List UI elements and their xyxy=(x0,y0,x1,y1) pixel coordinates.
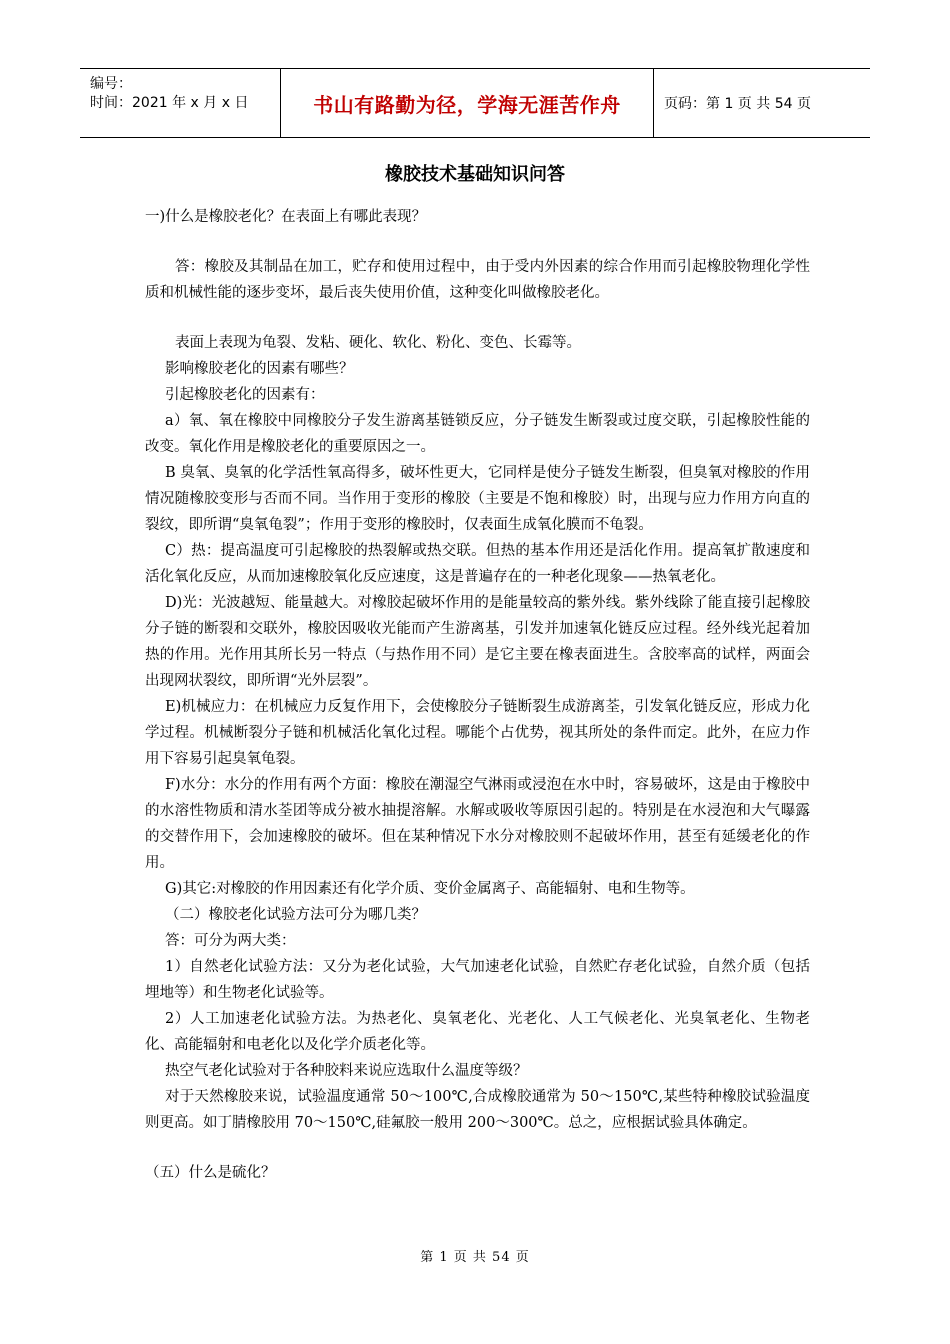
document-body xyxy=(145,204,810,1186)
motto-text: 书山有路勤为径，学海无涯苦作舟 xyxy=(313,92,621,117)
answer-2-e: E)机械应力：在机械应力反复作用下，会使橡胶分子链断裂生成游离荃，引发氧化链反应，形成力化学过程。机械断裂分子链和机械活化氧化过程。哪能个占优势，视其所处的条件而定。此外，在应力作用下容易引起臭氧龟裂。 xyxy=(145,699,810,767)
answer-2-b: B 臭氧、臭氧的化学活性氧高得多，破坏性更大，它同样是使分子链发生断裂，但臭氧对橡胶的作用情况随橡胶变形与否而不同。当作用于变形的橡胶（主要是不饱和橡胶）时，出现与应力作用方向直的裂纹，即所谓“臭氧龟裂”；作用于变形的橡胶时，仅表面生成氧化膜而不龟裂。 xyxy=(145,465,810,533)
question-2: 影响橡胶老化的因素有哪些？ xyxy=(165,361,354,377)
answer-4: 对于天然橡胶来说，试验温度通常 50～100℃,合成橡胶通常为 50～150℃,某些特种橡胶试验温度则更高。如丁腈橡胶用 70～150℃,硅氟胶一般用 200～300℃。总之，应根据试验具体确定。 xyxy=(145,1089,810,1131)
answer-3-item-2: 2）人工加速老化试验方法。为热老化、臭氧老化、光老化、人工气候老化、光臭氧老化、生物老化、高能辐射和电老化以及化学介质老化等。 xyxy=(145,1011,810,1053)
answer-2-a: a）氧、氧在橡胶中同橡胶分子发生游离基链锁反应，分子链发生断裂或过度交联，引起橡胶性能的改变。氧化作用是橡胶老化的重要原因之一。 xyxy=(145,413,810,455)
time-label: 时间：2021 年 x 月 x 日 xyxy=(90,95,249,111)
answer-3-item-1: 1）自然老化试验方法：又分为老化试验，大气加速老化试验，自然贮存老化试验，自然介质（包括埋地等）和生物老化试验等。 xyxy=(145,959,810,1001)
page-info: 页码：第 1 页 共 54 页 xyxy=(664,96,811,112)
answer-1: 答：橡胶及其制品在加工，贮存和使用过程中，由于受内外因素的综合作用而引起橡胶物理化学性质和机械性能的逐步变坏，最后丧失使用价值，这种变化叫做橡胶老化。 xyxy=(145,259,810,301)
document-title: 橡胶技术基础知识问答 xyxy=(385,164,565,185)
answer-2-d: D)光：光波越短、能量越大。对橡胶起破坏作用的是能量较高的紫外线。紫外线除了能直接引起橡胶分子链的断裂和交联外，橡胶因吸收光能而产生游离基，引发并加速氧化链反应过程。经外线光起着加热的作用。光作用其所长另一特点（与热作用不同）是它主要在橡表面进生。含胶率高的试样，两面会出现网状裂纹，即所谓“光外层裂”。 xyxy=(145,595,810,689)
answer-2-c: C）热：提高温度可引起橡胶的热裂解或热交联。但热的基本作用还是活化作用。提高氧扩散速度和活化氧化反应，从而加速橡胶氧化反应速度，这是普遍存在的一种老化现象——热氧老化。 xyxy=(145,543,810,585)
answer-3-intro: 答：可分为两大类： xyxy=(165,933,296,949)
answer-1-surface: 表面上表现为龟裂、发粘、硬化、软化、粉化、变色、长霉等。 xyxy=(175,335,581,351)
answer-2-f: F)水分：水分的作用有两个方面：橡胶在潮湿空气淋雨或浸泡在水中时，容易破坏，这是由于橡胶中的水溶性物质和清水荃团等成分被水抽提溶解。水解或吸收等原因引起的。特别是在水浸泡和大气曝露的交替作用下，会加速橡胶的破坏。但在某种情况下水分对橡胶则不起破坏作用，甚至有延缓老化的作用。 xyxy=(145,777,810,871)
question-3: （二）橡胶老化试验方法可分为哪几类？ xyxy=(165,907,426,923)
answer-2-g: G)其它:对橡胶的作用因素还有化学介质、变价金属离子、高能辐射、电和生物等。 xyxy=(165,881,695,897)
number-label: 编号： xyxy=(90,76,132,92)
header-left-cell xyxy=(80,69,280,137)
page-footer: 第 1 页 共 54 页 xyxy=(420,1250,530,1265)
question-4: 热空气老化试验对于各种胶料来说应选取什么温度等级？ xyxy=(165,1063,528,1079)
header-page-cell xyxy=(654,69,870,137)
question-5: （五）什么是硫化？ xyxy=(145,1165,276,1181)
header-table xyxy=(80,68,870,138)
answer-2-intro: 引起橡胶老化的因素有： xyxy=(165,387,325,403)
header-motto-cell xyxy=(280,69,654,137)
question-1: 一)什么是橡胶老化？在表面上有哪此表现？ xyxy=(145,209,427,225)
